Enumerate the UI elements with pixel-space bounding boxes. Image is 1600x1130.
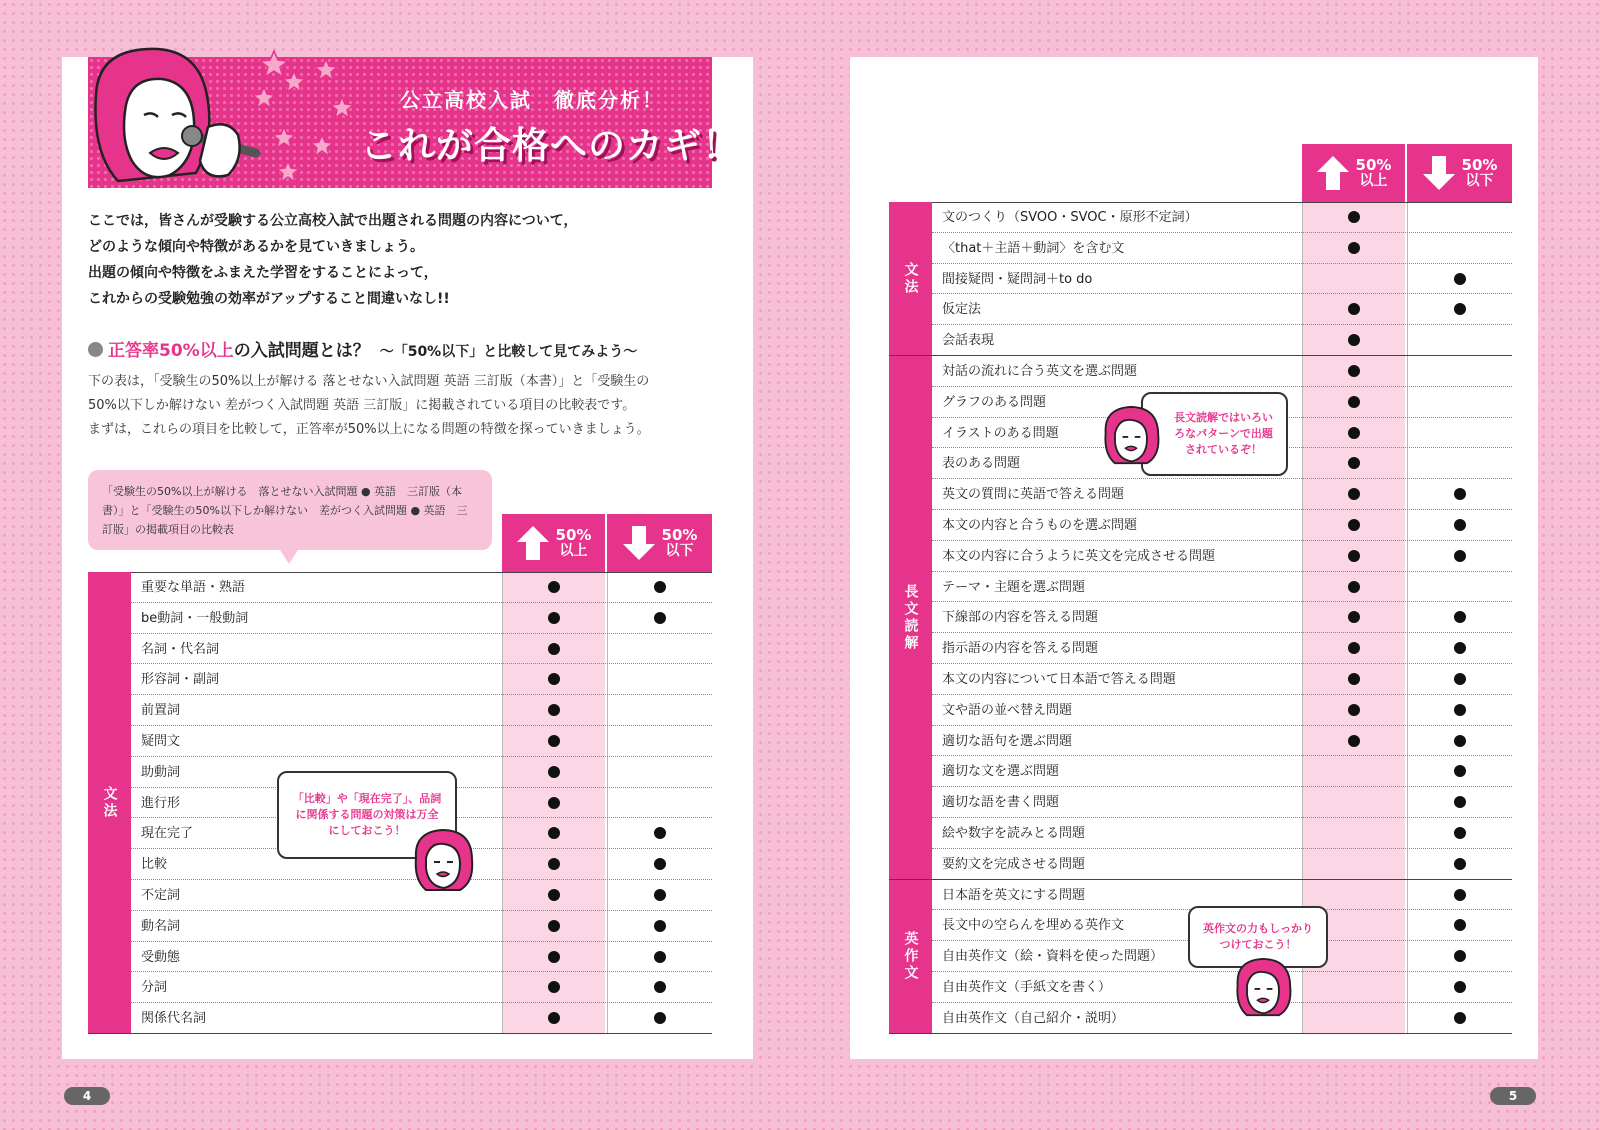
row-item-label: テーマ・主題を選ぶ問題: [942, 579, 1086, 595]
table-row: [131, 695, 712, 726]
table-row: [932, 572, 1512, 603]
row-item-label: 本文の内容と合うものを選ぶ問題: [942, 518, 1138, 533]
arrow-down-icon: [622, 524, 656, 562]
row-item-label: 本文の内容について日本語で答える問題: [942, 672, 1176, 687]
dot-icon: [548, 581, 560, 593]
dot-icon: [1454, 611, 1466, 623]
dot-icon: [1348, 303, 1360, 315]
dot-icon: [654, 920, 666, 932]
dot-icon: [548, 1012, 560, 1024]
row-item-label: 名詞・代名詞: [141, 641, 220, 657]
category-label: 文法: [889, 202, 932, 356]
dot-icon: [548, 920, 560, 932]
dot-icon: [548, 951, 560, 963]
dot-icon: [548, 735, 560, 747]
table-row: [932, 325, 1512, 356]
row-item-label: 比較: [141, 857, 168, 873]
table-row: [932, 233, 1512, 264]
dot-icon: [548, 858, 560, 870]
row-item-label: 進行形: [141, 795, 181, 811]
dot-icon: [1348, 735, 1360, 747]
row-item-label: 絵や数字を読みとる問題: [942, 826, 1086, 841]
row-item-label: イラストのある問題: [942, 425, 1059, 441]
dot-icon: [1348, 519, 1360, 531]
header-50-below: [607, 514, 712, 572]
header-percent: 50%: [661, 526, 698, 544]
dot-icon: [654, 612, 666, 624]
row-item-label: be動詞・一般動詞: [141, 610, 249, 626]
dot-icon: [1348, 581, 1360, 593]
dot-icon: [1454, 765, 1466, 777]
description: [88, 370, 713, 442]
dot-icon: [654, 981, 666, 993]
dot-icon: [548, 981, 560, 993]
dot-icon: [1348, 704, 1360, 716]
header-label: [662, 527, 698, 559]
dot-icon: [654, 827, 666, 839]
dot-icon: [1454, 488, 1466, 500]
arrow-up-icon: [1316, 154, 1350, 192]
dot-icon: [548, 643, 560, 655]
dot-icon: [548, 612, 560, 624]
row-item-label: 分詞: [141, 980, 168, 996]
row-item-label: 自由英作文（手紙文を書く）: [942, 980, 1112, 995]
dot-icon: [1454, 550, 1466, 562]
table-row: [932, 818, 1512, 849]
table-row: [932, 294, 1512, 325]
row-item-label: 仮定法: [942, 302, 982, 318]
row-item-label: 自由英作文（自己紹介・説明）: [942, 1010, 1125, 1026]
row-item-label: 長文中の空らんを埋める英作文: [942, 918, 1125, 934]
table-row: [131, 572, 712, 603]
dot-icon: [1454, 1012, 1466, 1024]
row-item-label: グラフのある問題: [942, 394, 1047, 410]
dot-icon: [1454, 981, 1466, 993]
dot-icon: [1454, 673, 1466, 685]
row-item-label: 間接疑問・疑問詞＋to do: [942, 271, 1093, 287]
heading-highlight: 正答率50%以上: [108, 341, 234, 361]
dot-icon: [1454, 889, 1466, 901]
speech-bubble-grammar: 「比較」や「現在完了」、品詞に関係する問題の対策は万全にしておこう！: [277, 771, 457, 859]
dot-icon: [1348, 673, 1360, 685]
dot-icon: [548, 704, 560, 716]
row-item-label: 助動詞: [141, 764, 181, 780]
intro-text: [88, 208, 708, 312]
row-item-label: 前置詞: [141, 703, 181, 719]
table-row: [932, 787, 1512, 818]
row-item-label: 本文の内容に合うように英文を完成させる問題: [942, 548, 1216, 564]
table-row: [932, 756, 1512, 787]
dot-icon: [1348, 611, 1360, 623]
row-item-label: 指示語の内容を答える問題: [942, 641, 1099, 657]
dot-icon: [1454, 827, 1466, 839]
header-percent: 50%: [555, 526, 592, 544]
table-row: [932, 849, 1512, 880]
row-item-label: 重要な単語・熟語: [141, 580, 246, 595]
dot-icon: [1454, 519, 1466, 531]
row-item-label: 表のある問題: [942, 456, 1021, 472]
group-separator: [88, 1033, 712, 1034]
dot-icon: [548, 797, 560, 809]
header-label: [1462, 157, 1498, 189]
row-item-label: 英文の質問に英語で答える問題: [942, 487, 1125, 503]
row-item-label: 適切な語を書く問題: [942, 795, 1060, 811]
table-row: [932, 633, 1512, 664]
dot-icon: [1348, 488, 1360, 500]
dot-icon: [1454, 950, 1466, 962]
table-row: [131, 972, 712, 1003]
table-row: [131, 664, 712, 695]
header-text: 以下: [1465, 173, 1494, 189]
row-item-label: 適切な文を選ぶ問題: [942, 764, 1060, 780]
character-face-icon: [1232, 955, 1294, 1021]
dot-icon: [654, 889, 666, 901]
dot-icon: [1454, 642, 1466, 654]
table-row: [932, 726, 1512, 757]
description-line: 下の表は，「受験生の50%以上が解ける 落とせない入試問題 英語 三訂版（本書）」と「受験生の: [88, 374, 650, 389]
row-item-label: 関係代名詞: [141, 1011, 207, 1027]
dot-icon: [548, 889, 560, 901]
banner-subtitle: 公立高校入試 徹底分析！: [400, 88, 664, 112]
dot-icon: [1454, 704, 1466, 716]
banner-title: これが合格へのカギ！: [360, 124, 740, 167]
row-item-label: 現在完了: [141, 826, 194, 842]
dot-icon: [1348, 242, 1360, 254]
dot-icon: [654, 858, 666, 870]
speech-bubble-reading: 長文読解ではいろいろなパターンで出題されているぞ！: [1141, 392, 1288, 476]
callout-tail: [280, 550, 298, 564]
row-item-label: 文や語の並べ替え問題: [942, 702, 1073, 718]
page-number-right: 5: [1490, 1087, 1536, 1105]
table-caption-callout: 「受験生の50%以上が解ける 落とせない入試問題 ● 英語 三訂版（本書）」と「受験生の50%以下しか解けない 差がつく入試問題 ● 英語 三訂版」の掲載項目の比較表: [88, 470, 492, 550]
table-row: [932, 541, 1512, 572]
table-row: [131, 634, 712, 665]
character-face-icon: [1100, 403, 1162, 469]
dot-icon: [548, 766, 560, 778]
header-label: [1356, 157, 1392, 189]
dot-icon: [1454, 858, 1466, 870]
table-row: [932, 695, 1512, 726]
table-row: [131, 1003, 712, 1034]
header-percent: 50%: [1355, 156, 1392, 174]
category-label: 文法: [88, 572, 131, 1034]
row-item-label: 自由英作文（絵・資料を使った問題）: [942, 949, 1164, 965]
header-text: 以上: [559, 543, 588, 559]
header-50-above: [1302, 144, 1405, 202]
heading-text: の入試問題とは？: [233, 341, 370, 361]
category-label: 長文読解: [889, 356, 932, 880]
arrow-down-icon: [1422, 154, 1456, 192]
description-line: まずは，これらの項目を比較して，正答率が50%以上になる問題の特徴を探っていきましょう。: [88, 422, 650, 437]
row-item-label: 日本語を英文にする問題: [942, 887, 1086, 903]
dot-icon: [1348, 642, 1360, 654]
dot-icon: [654, 951, 666, 963]
intro-line: どのような傾向や特徴があるかを見ていきましょう。: [88, 239, 424, 255]
group-separator: [889, 1033, 1512, 1034]
table-row: [131, 726, 712, 757]
dot-icon: [1348, 427, 1360, 439]
row-item-label: 疑問文: [141, 734, 181, 749]
row-item-label: 形容詞・副詞: [141, 672, 220, 688]
page-number-left: 4: [64, 1087, 110, 1105]
table-row: [131, 942, 712, 973]
dot-icon: [654, 581, 666, 593]
header-50-above: [502, 514, 605, 572]
dot-icon: [1348, 550, 1360, 562]
singer-illustration: [88, 43, 388, 193]
dot-icon: [654, 1012, 666, 1024]
table-row: [932, 479, 1512, 510]
dot-icon: [548, 827, 560, 839]
dot-icon: [1348, 211, 1360, 223]
row-item-label: 文のつくり（SVOO・SVOC・原形不定詞）: [942, 210, 1198, 225]
table-row: [932, 602, 1512, 633]
section-heading: [88, 336, 728, 361]
intro-line: ここでは，皆さんが受験する公立高校入試で出題される問題の内容について，: [88, 213, 578, 229]
row-item-label: 動名詞: [141, 918, 181, 934]
row-item-label: 要約文を完成させる問題: [942, 856, 1086, 872]
dot-icon: [1454, 303, 1466, 315]
dot-icon: [1348, 365, 1360, 377]
table-row: [932, 264, 1512, 295]
dot-icon: [1348, 396, 1360, 408]
header-text: 以上: [1359, 173, 1388, 189]
row-item-label: 対話の流れに合う英文を選ぶ問題: [942, 364, 1138, 379]
table-row: [932, 664, 1512, 695]
row-item-label: 不定詞: [141, 888, 181, 903]
bullet-icon: [88, 342, 103, 357]
row-item-label: 下線部の内容を答える問題: [942, 610, 1099, 626]
character-face-icon: [410, 828, 476, 894]
dot-icon: [548, 673, 560, 685]
table-row: [932, 202, 1512, 233]
dot-icon: [1348, 334, 1360, 346]
heading-subtext: ～「50%以下」と比較して見てみよう～: [379, 344, 638, 360]
header-50-below: [1407, 144, 1512, 202]
table-row: [932, 356, 1512, 387]
table-row: [932, 510, 1512, 541]
row-item-label: 受動態: [141, 949, 181, 965]
table-row: [932, 1003, 1512, 1034]
header-text: 以下: [665, 543, 694, 559]
header-label: [556, 527, 592, 559]
description-line: 50%以下しか解けない 差がつく入試問題 英語 三訂版」に掲載されている項目の比較表です。: [88, 398, 636, 413]
dot-icon: [1454, 735, 1466, 747]
dot-icon: [1454, 273, 1466, 285]
dot-icon: [1454, 919, 1466, 931]
table-row: [131, 911, 712, 942]
intro-line: これからの受験勉強の効率がアップすること間違いなし!!: [88, 291, 450, 307]
speech-bubble-writing: 英作文の力もしっかりつけておこう！: [1188, 906, 1328, 968]
row-item-label: 〈that＋主語＋動詞〉を含む文: [942, 240, 1125, 256]
header-percent: 50%: [1461, 156, 1498, 174]
row-item-label: 会話表現: [942, 333, 995, 349]
category-label: 英作文: [889, 880, 932, 1034]
table-row: [131, 603, 712, 634]
intro-line: 出題の傾向や特徴をふまえた学習をすることによって，: [88, 265, 438, 281]
row-item-label: 適切な語句を選ぶ問題: [942, 733, 1073, 749]
table-row: [932, 972, 1512, 1003]
dot-icon: [1454, 796, 1466, 808]
dot-icon: [1348, 457, 1360, 469]
arrow-up-icon: [516, 524, 550, 562]
